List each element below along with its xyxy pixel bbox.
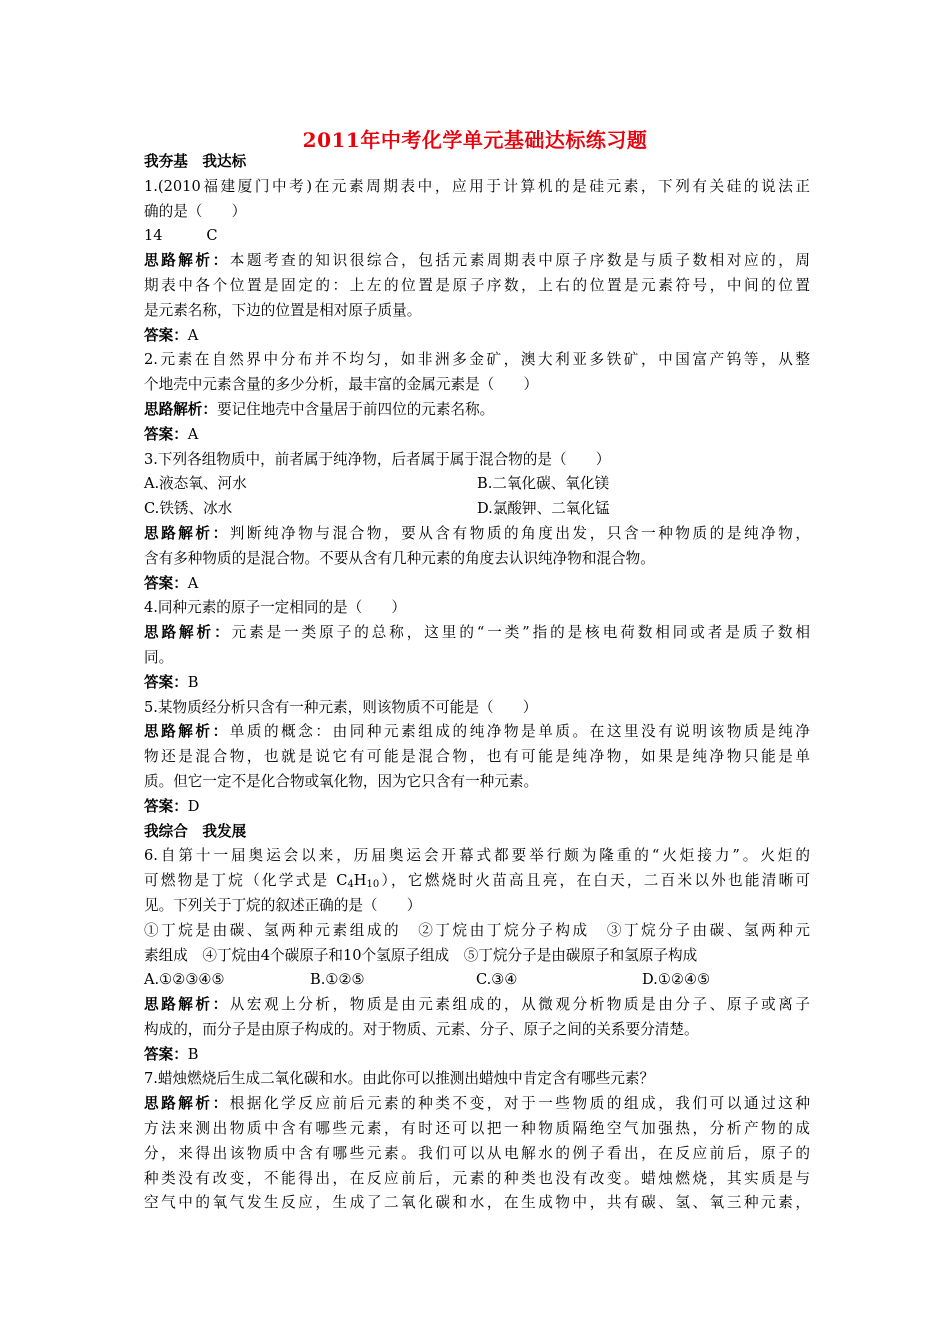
option-d: D.①②④⑤	[642, 971, 711, 989]
analysis-line: 含有多种物质的是混合物。不要从含有几种元素的角度去认识纯净物和混合物。	[144, 549, 655, 567]
answer-line	[144, 795, 810, 820]
subscript: 4	[347, 879, 354, 891]
section-heading: 我综合 我发展	[144, 822, 247, 840]
question-6-line-3: 见。下列关于丁烷的叙述正确的是（ ）	[144, 896, 422, 914]
question-5-line-1: 5.某物质经分析只含有一种元素，则该物质不可能是（ ）	[144, 698, 538, 716]
analysis-line: 种类没有改变，不能得出，在反应前后，元素的种类也没有改变。蜡烛燃烧，其实质是与	[144, 1169, 810, 1187]
answer-line	[144, 1043, 810, 1068]
analysis-label: 思路解析：	[144, 624, 232, 642]
analysis-label: 思路解析：	[144, 1095, 230, 1113]
analysis-text: 从宏观上分析，物质是由元素组成的，从微观分析物质是由分子、原子或离子	[229, 996, 810, 1014]
analysis-line	[144, 1092, 810, 1117]
analysis-line	[144, 621, 810, 646]
answer-label: 答案：	[144, 673, 188, 691]
option-b: B.①②⑤	[310, 971, 365, 989]
question-2-line-1: 2.元素在自然界中分布并不均匀，如非洲多金矿，澳大利亚多铁矿，中国富产钨等，从整	[144, 351, 810, 369]
answer-line	[144, 324, 810, 349]
analysis-line: 是元素名称，下边的位置是相对原子质量。	[144, 301, 422, 319]
question-text: H	[353, 872, 367, 890]
analysis-text: 根据化学反应前后元素的种类不变，对于一些物质的组成，我们可以通过这种	[229, 1095, 810, 1113]
question-1-figure-text: 14 C	[144, 227, 218, 245]
analysis-line	[144, 720, 810, 745]
option-a: A.①②③④⑤	[144, 971, 225, 989]
document-body	[144, 150, 810, 1216]
question-3-line-1: 3.下列各组物质中，前者属于纯净物，后者属于属于混合物的是（ ）	[144, 450, 611, 468]
analysis-line: 方法来测出物质中含有哪些元素，有时还可以把一种物质隔绝空气加强热，分析产物的成	[144, 1120, 810, 1138]
options-row	[144, 497, 810, 522]
analysis-text: 元素是一类原子的总称，这里的“一类”指的是核电荷数相同或者是质子数相	[231, 624, 810, 642]
analysis-text: 单质的概念：由同种元素组成的纯净物是单质。在这里没有说明该物质是纯净	[229, 723, 810, 741]
question-text: 可燃物是丁烷（化学式是 C	[144, 872, 348, 890]
analysis-line: 构成的，而分子是由原子构成的。对于物质、元素、分子、原子之间的关系要分清楚。	[144, 1020, 699, 1038]
answer-value: A	[187, 425, 199, 443]
question-4-line-1: 4.同种元素的原子一定相同的是（ ）	[144, 599, 407, 617]
answer-value: B	[187, 673, 199, 691]
answer-value: A	[187, 326, 199, 344]
analysis-line	[144, 398, 810, 423]
analysis-label: 思路解析：	[144, 524, 230, 542]
option-a: A.液态氧、河水	[144, 475, 247, 493]
answer-value: D	[187, 797, 200, 815]
question-7-line-1: 7.蜡烛燃烧后生成二氧化碳和水。由此你可以推测出蜡烛中肯定含有哪些元素？	[144, 1070, 655, 1088]
question-1-line-2: 确的是（ ）	[144, 202, 247, 220]
answer-line	[144, 572, 810, 597]
analysis-line	[144, 993, 810, 1018]
question-text: ），它燃烧时火苗高且亮，在白天，二百米以外也能清晰可	[379, 872, 811, 890]
answer-value: A	[187, 574, 199, 592]
answer-line	[144, 423, 810, 448]
analysis-text: 要记住地壳中含量居于前四位的元素名称。	[216, 400, 495, 418]
question-6-line-5: 素组成 ④丁烷由4个碳原子和10个氢原子组成 ⑤丁烷分子是由碳原子和氢原子构成	[144, 946, 698, 964]
answer-label: 答案：	[144, 1045, 188, 1063]
answer-label: 答案：	[144, 326, 188, 344]
answer-line	[144, 671, 810, 696]
analysis-text: 判断纯净物与混合物，要从含有物质的角度出发，只含一种物质的是纯净物，	[229, 524, 810, 542]
options-row	[144, 968, 810, 993]
option-c: C.铁锈、冰水	[144, 500, 233, 518]
analysis-line: 质。但它一定不是化合物或氧化物，因为它只含有一种元素。	[144, 772, 539, 790]
answer-label: 答案：	[144, 574, 188, 592]
analysis-line	[144, 522, 810, 547]
analysis-line: 分，来得出该物质中含有哪些元素。我们可以从电解水的例子看出，在反应前后，原子的	[144, 1144, 810, 1162]
page-title: 2011年中考化学单元基础达标练习题	[302, 128, 648, 152]
analysis-label: 思路解析：	[144, 723, 230, 741]
analysis-label: 思路解析：	[144, 400, 217, 418]
options-row	[144, 472, 810, 497]
option-c: C.③④	[476, 971, 518, 989]
option-b: B.二氧化碳、氧化镁	[477, 475, 610, 493]
analysis-label: 思路解析：	[144, 252, 230, 270]
question-1-line-1: 1.(2010福建厦门中考)在元素周期表中，应用于计算机的是硅元素，下列有关硅的说法正	[144, 177, 810, 195]
analysis-line: 期表中各个位置是固定的：上左的位置是原子序数，上右的位置是元素符号，中间的位置	[144, 276, 810, 294]
question-6-line-1: 6.自第十一届奥运会以来，历届奥运会开幕式都要举行颇为隆重的“火炬接力”。火炬的	[144, 847, 810, 865]
option-d: D.氯酸钾、二氧化锰	[477, 500, 610, 518]
analysis-label: 思路解析：	[144, 996, 230, 1014]
answer-value: B	[187, 1045, 199, 1063]
analysis-line: 同。	[144, 648, 174, 666]
question-2-line-2: 个地壳中元素含量的多少分析，最丰富的金属元素是（ ）	[144, 376, 539, 394]
answer-label: 答案：	[144, 425, 188, 443]
analysis-line: 物还是混合物，也就是说它有可能是混合物，也有可能是纯净物，如果是纯净物只能是单	[144, 748, 810, 766]
answer-label: 答案：	[144, 797, 188, 815]
analysis-text: 本题考查的知识很综合，包括元素周期表中原子序数是与质子数相对应的，周	[229, 252, 810, 270]
analysis-line	[144, 249, 810, 274]
analysis-line: 空气中的氧气发生反应，生成了二氧化碳和水，在生成物中，共有碳、氢、氧三种元素，	[144, 1194, 810, 1212]
subscript: 10	[366, 879, 380, 891]
question-6-line-4: ①丁烷是由碳、氢两种元素组成的 ②丁烷由丁烷分子构成 ③丁烷分子由碳、氢两种元	[144, 921, 810, 939]
question-6-line-2	[144, 869, 810, 894]
section-heading: 我夯基 我达标	[144, 153, 247, 170]
